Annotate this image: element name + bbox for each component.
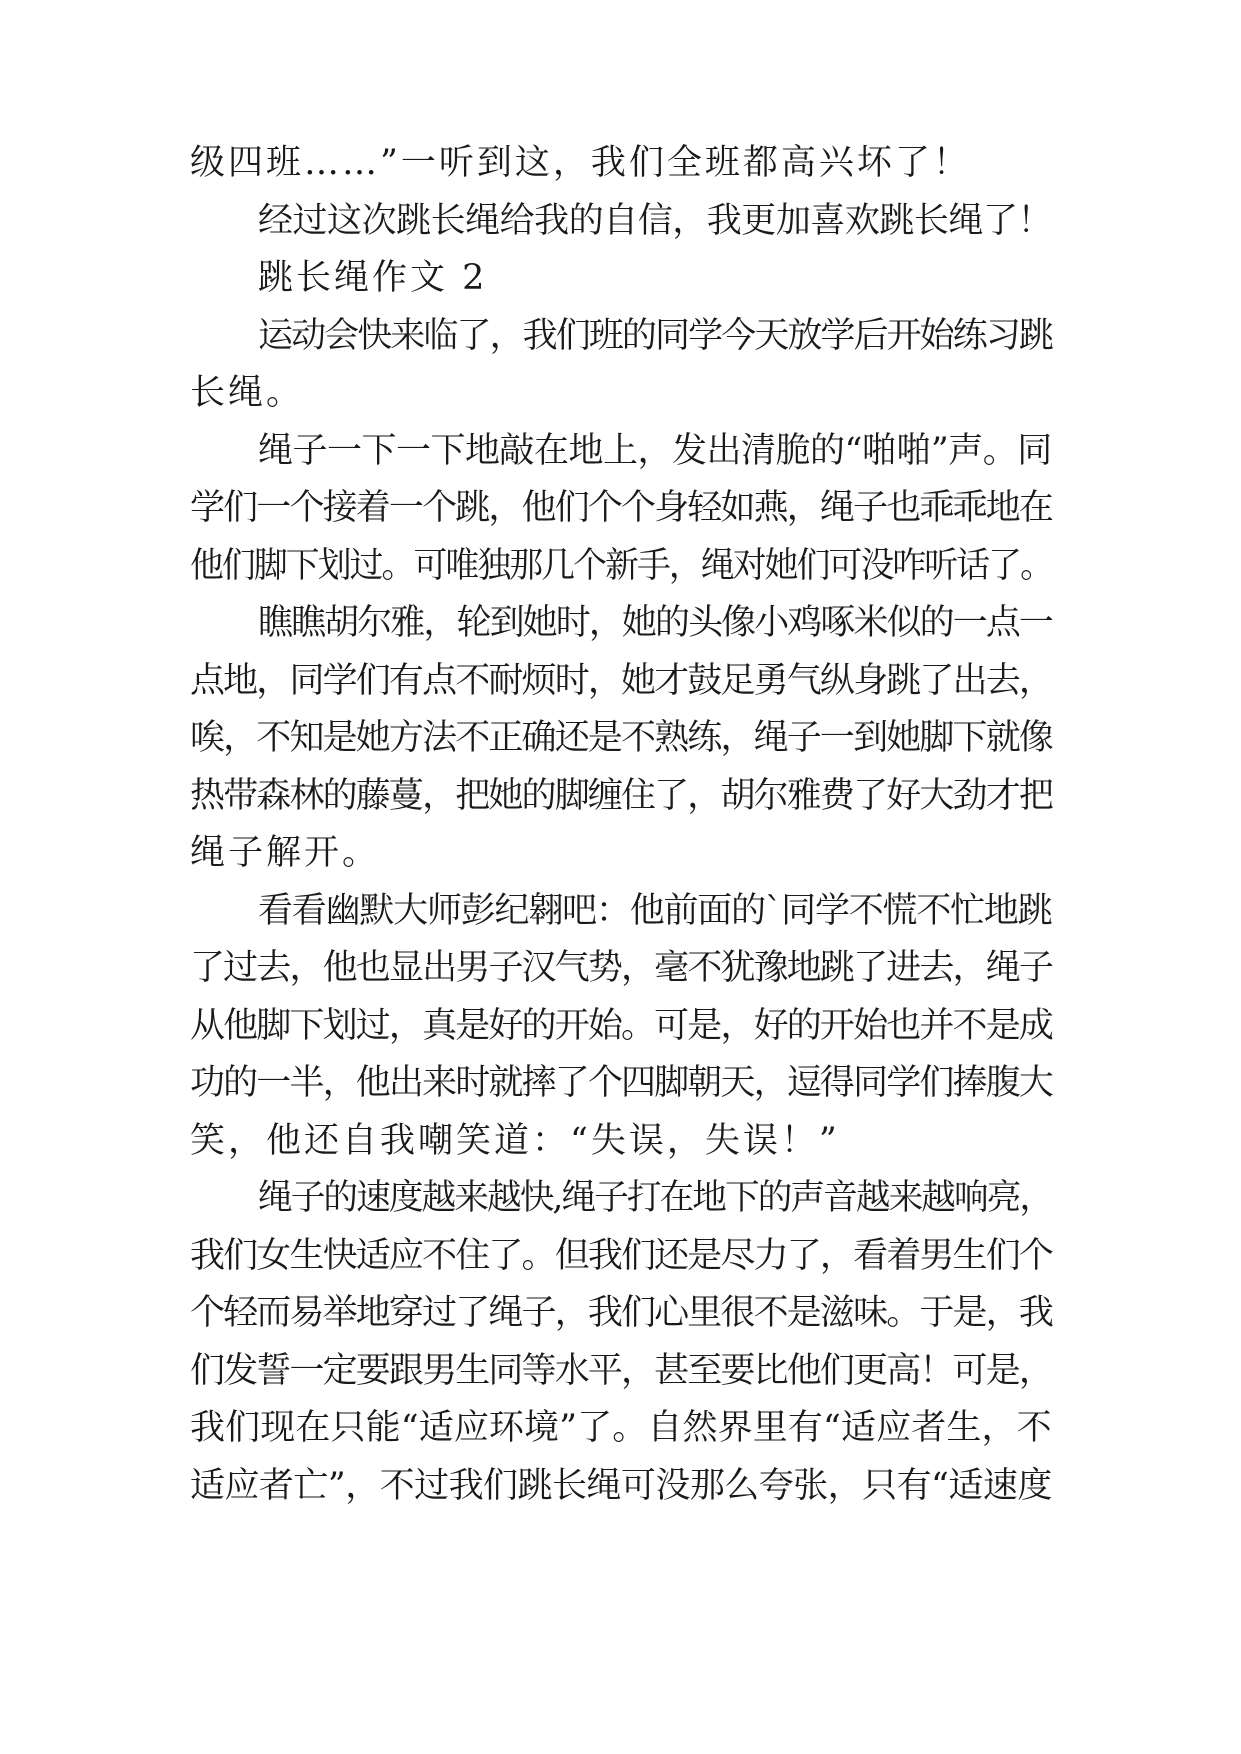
text-line: 唉，不知是她方法不正确还是不熟练，绳子一到她脚下就像 [190, 718, 1053, 758]
text-line: 了过去，他也显出男子汉气势，毫不犹豫地跳了进去，绳子 [190, 948, 1053, 988]
text-line: 经过这次跳长绳给我的自信，我更加喜欢跳长绳了！ [258, 201, 1053, 241]
text-line: 点地，同学们有点不耐烦时，她才鼓足勇气纵身跳了出去， [190, 661, 1053, 701]
text-line: 适应者亡”，不过我们跳长绳可没那么夸张，只有“适速度 [190, 1466, 1052, 1506]
text-line: 级四班……”一听到这，我们全班都高兴坏了！ [190, 143, 971, 183]
text-line: 功的一半，他出来时就摔了个四脚朝天，逗得同学们捧腹大 [190, 1063, 1053, 1103]
text-line: 瞧瞧胡尔雅，轮到她时，她的头像小鸡啄米似的一点一 [258, 603, 1053, 643]
text-line: 运动会快来临了，我们班的同学今天放学后开始练习跳 [258, 316, 1053, 356]
text-line: 绳子一下一下地敲在地上，发出清脆的“啪啪”声。同 [258, 431, 1052, 471]
section-heading: 跳长绳作文 2 [258, 258, 488, 298]
text-line: 绳子的速度越来越快,绳子打在地下的声音越来越响亮， [258, 1178, 1053, 1218]
text-line: 学们一个接着一个跳，他们个个身轻如燕，绳子也乖乖地在 [190, 488, 1053, 528]
text-line: 个轻而易举地穿过了绳子，我们心里很不是滋味。于是，我 [190, 1293, 1053, 1333]
text-line: 们发誓一定要跟男生同等水平，甚至要比他们更高！可是， [190, 1351, 1053, 1391]
text-line: 我们现在只能“适应环境”了。自然界里有“适应者生，不 [190, 1408, 1052, 1448]
text-line: 长绳。 [190, 373, 305, 413]
text-line: 看看幽默大师彭纪翱吧：他前面的`同学不慌不忙地跳 [258, 891, 1052, 931]
text-line: 热带森林的藤蔓，把她的脚缠住了，胡尔雅费了好大劲才把 [190, 776, 1053, 816]
text-line: 从他脚下划过，真是好的开始。可是，好的开始也并不是成 [190, 1006, 1053, 1046]
text-line: 他们脚下划过。可唯独那几个新手，绳对她们可没咋听话了。 [190, 546, 1053, 586]
text-line: 笑，他还自我嘲笑道：“失误，失误！” [190, 1121, 840, 1161]
text-line: 绳子解开。 [190, 833, 381, 873]
text-line: 我们女生快适应不住了。但我们还是尽力了，看着男生们个 [190, 1236, 1053, 1276]
